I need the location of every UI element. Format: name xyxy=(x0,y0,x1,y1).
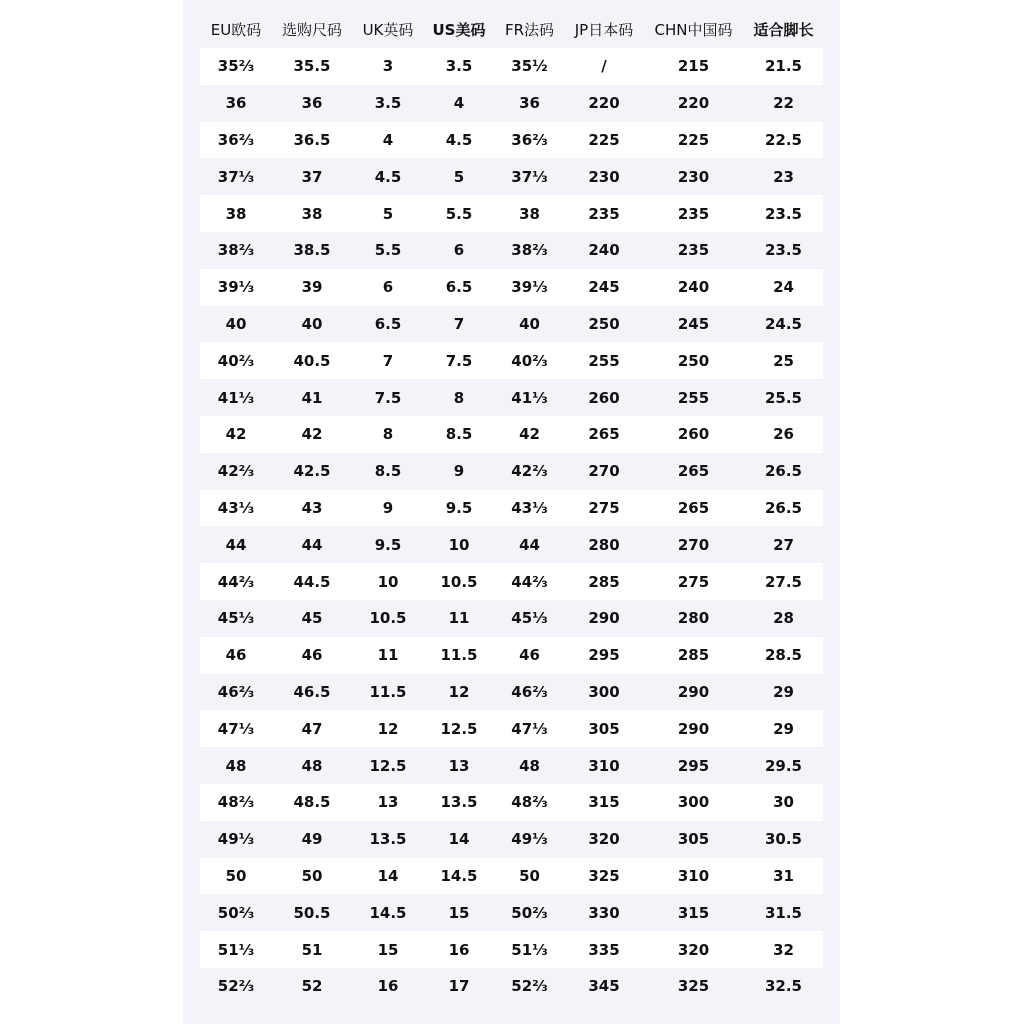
table-cell: 24 xyxy=(744,269,823,306)
table-row xyxy=(200,85,823,122)
table-cell: 275 xyxy=(565,490,643,527)
table-cell: 15 xyxy=(424,894,494,931)
table-cell: 225 xyxy=(565,122,643,159)
table-cell: 24.5 xyxy=(744,306,823,343)
table-cell: 13.5 xyxy=(352,821,424,858)
column-header: 选购尺码 xyxy=(281,20,342,39)
table-cell: 220 xyxy=(565,85,643,122)
column-header: 适合脚长 xyxy=(753,20,814,39)
table-cell: 23.5 xyxy=(744,195,823,232)
table-cell: 46⅔ xyxy=(200,674,272,711)
table-row xyxy=(200,269,823,306)
table-cell: 14.5 xyxy=(352,894,424,931)
table-cell: 305 xyxy=(643,821,744,858)
table-cell: 11.5 xyxy=(424,637,494,674)
column-header: EU欧码 xyxy=(210,20,262,39)
table-cell: 245 xyxy=(565,269,643,306)
table-cell: 12.5 xyxy=(424,710,494,747)
table-cell: 30 xyxy=(744,784,823,821)
table-cell: 325 xyxy=(565,858,643,895)
column-header: US美码 xyxy=(432,20,486,39)
table-cell: 40 xyxy=(272,306,352,343)
table-cell: 29.5 xyxy=(744,747,823,784)
table-cell: 245 xyxy=(643,306,744,343)
table-row xyxy=(200,637,823,674)
table-cell: 6.5 xyxy=(352,306,424,343)
table-row xyxy=(200,821,823,858)
table-cell: 28 xyxy=(744,600,823,637)
table-cell: 44 xyxy=(272,526,352,563)
table-cell: 35⅔ xyxy=(200,48,272,85)
table-cell: 25.5 xyxy=(744,379,823,416)
table-cell: 6 xyxy=(424,232,494,269)
table-cell: 10.5 xyxy=(424,563,494,600)
table-cell: 6.5 xyxy=(424,269,494,306)
table-cell: 305 xyxy=(565,710,643,747)
table-cell: 31 xyxy=(744,858,823,895)
table-cell: 46.5 xyxy=(272,674,352,711)
table-cell: 325 xyxy=(643,968,744,1005)
table-cell: 39 xyxy=(272,269,352,306)
table-cell: 27.5 xyxy=(744,563,823,600)
table-cell: 7 xyxy=(352,342,424,379)
table-row xyxy=(200,600,823,637)
table-cell: 14 xyxy=(352,858,424,895)
table-cell: 43⅓ xyxy=(494,490,565,527)
table-cell: 265 xyxy=(565,416,643,453)
table-cell: 250 xyxy=(565,306,643,343)
table-cell: 27 xyxy=(744,526,823,563)
table-cell: 295 xyxy=(643,747,744,784)
table-cell: 240 xyxy=(643,269,744,306)
table-cell: 50⅔ xyxy=(494,894,565,931)
table-cell: 330 xyxy=(565,894,643,931)
table-cell: 46⅔ xyxy=(494,674,565,711)
table-cell: 51⅓ xyxy=(494,931,565,968)
table-cell: 9.5 xyxy=(424,490,494,527)
table-cell: 31.5 xyxy=(744,894,823,931)
table-cell: 43 xyxy=(272,490,352,527)
table-cell: 37 xyxy=(272,158,352,195)
table-cell: 13 xyxy=(352,784,424,821)
table-cell: 5.5 xyxy=(424,195,494,232)
table-cell: 44.5 xyxy=(272,563,352,600)
table-cell: 4 xyxy=(352,122,424,159)
table-cell: 4.5 xyxy=(424,122,494,159)
table-row xyxy=(200,158,823,195)
table-row xyxy=(200,306,823,343)
table-cell: 49⅓ xyxy=(200,821,272,858)
table-cell: 5.5 xyxy=(352,232,424,269)
table-cell: 36⅔ xyxy=(494,122,565,159)
table-cell: 45 xyxy=(272,600,352,637)
table-cell: 260 xyxy=(643,416,744,453)
table-cell: 48⅔ xyxy=(494,784,565,821)
table-cell: 52⅔ xyxy=(200,968,272,1005)
table-cell: 9 xyxy=(352,490,424,527)
table-cell: 22.5 xyxy=(744,122,823,159)
table-cell: 5 xyxy=(424,158,494,195)
table-cell: 44⅔ xyxy=(494,563,565,600)
table-row xyxy=(200,931,823,968)
table-cell: 48 xyxy=(494,747,565,784)
table-cell: 51⅓ xyxy=(200,931,272,968)
table-row xyxy=(200,710,823,747)
table-cell: 47 xyxy=(272,710,352,747)
table-cell: 265 xyxy=(643,453,744,490)
table-cell: 12 xyxy=(352,710,424,747)
table-cell: 13 xyxy=(424,747,494,784)
table-cell: 3.5 xyxy=(352,85,424,122)
table-cell: 51 xyxy=(272,931,352,968)
table-cell: 32 xyxy=(744,931,823,968)
table-cell: 8.5 xyxy=(352,453,424,490)
table-row xyxy=(200,453,823,490)
table-cell: 310 xyxy=(565,747,643,784)
table-cell: 9.5 xyxy=(352,526,424,563)
table-cell: 335 xyxy=(565,931,643,968)
table-cell: 42⅔ xyxy=(494,453,565,490)
table-cell: 42.5 xyxy=(272,453,352,490)
table-cell: 39⅓ xyxy=(494,269,565,306)
table-cell: 23 xyxy=(744,158,823,195)
table-cell: 43⅓ xyxy=(200,490,272,527)
table-row xyxy=(200,674,823,711)
table-row xyxy=(200,48,823,85)
table-cell: 48 xyxy=(272,747,352,784)
table-cell: 290 xyxy=(643,710,744,747)
table-row xyxy=(200,563,823,600)
table-cell: 47⅓ xyxy=(200,710,272,747)
table-cell: 44 xyxy=(494,526,565,563)
table-cell: 36 xyxy=(494,85,565,122)
table-cell: 225 xyxy=(643,122,744,159)
table-cell: 47⅓ xyxy=(494,710,565,747)
table-cell: 42 xyxy=(494,416,565,453)
table-cell: 41⅓ xyxy=(200,379,272,416)
table-cell: 7.5 xyxy=(424,342,494,379)
table-row xyxy=(200,232,823,269)
table-row xyxy=(200,490,823,527)
table-cell: 320 xyxy=(565,821,643,858)
table-cell: 290 xyxy=(643,674,744,711)
table-row xyxy=(200,784,823,821)
table-cell: 41⅓ xyxy=(494,379,565,416)
table-cell: 36.5 xyxy=(272,122,352,159)
table-cell: 255 xyxy=(643,379,744,416)
table-cell: 4.5 xyxy=(352,158,424,195)
table-cell: 45⅓ xyxy=(494,600,565,637)
table-cell: 250 xyxy=(643,342,744,379)
header-row xyxy=(200,10,823,48)
table-cell: 320 xyxy=(643,931,744,968)
table-cell: 46 xyxy=(272,637,352,674)
table-cell: 42 xyxy=(272,416,352,453)
table-cell: 8 xyxy=(352,416,424,453)
table-cell: 14 xyxy=(424,821,494,858)
table-cell: 8.5 xyxy=(424,416,494,453)
table-cell: 255 xyxy=(565,342,643,379)
table-cell: 270 xyxy=(565,453,643,490)
table-cell: 235 xyxy=(643,195,744,232)
table-cell: 48⅔ xyxy=(200,784,272,821)
table-header xyxy=(200,10,823,48)
table-cell: 45⅓ xyxy=(200,600,272,637)
table-cell: 235 xyxy=(565,195,643,232)
table-cell: 220 xyxy=(643,85,744,122)
table-cell: 48 xyxy=(200,747,272,784)
table-cell: 230 xyxy=(565,158,643,195)
table-cell: 32.5 xyxy=(744,968,823,1005)
table-cell: 37⅓ xyxy=(200,158,272,195)
table-cell: 22 xyxy=(744,85,823,122)
table-cell: 11 xyxy=(352,637,424,674)
table-cell: 44⅔ xyxy=(200,563,272,600)
table-cell: 6 xyxy=(352,269,424,306)
table-cell: 280 xyxy=(565,526,643,563)
table-cell: 12.5 xyxy=(352,747,424,784)
table-cell: 11 xyxy=(424,600,494,637)
table-cell: 315 xyxy=(643,894,744,931)
table-cell: 3.5 xyxy=(424,48,494,85)
table-cell: 40 xyxy=(494,306,565,343)
table-cell: 38 xyxy=(494,195,565,232)
table-cell: 15 xyxy=(352,931,424,968)
table-cell: 26.5 xyxy=(744,490,823,527)
table-cell: 13.5 xyxy=(424,784,494,821)
table-cell: 52 xyxy=(272,968,352,1005)
table-cell: 38⅔ xyxy=(200,232,272,269)
table-cell: 46 xyxy=(494,637,565,674)
table-row xyxy=(200,195,823,232)
table-cell: 21.5 xyxy=(744,48,823,85)
table-cell: 29 xyxy=(744,674,823,711)
table-cell: 50 xyxy=(494,858,565,895)
table-cell: 285 xyxy=(565,563,643,600)
table-row xyxy=(200,416,823,453)
column-header: CHN中国码 xyxy=(654,20,733,39)
table-cell: 12 xyxy=(424,674,494,711)
table-cell: 36 xyxy=(272,85,352,122)
table-cell: 215 xyxy=(643,48,744,85)
table-cell: 48.5 xyxy=(272,784,352,821)
table-cell: 50.5 xyxy=(272,894,352,931)
table-cell: 30.5 xyxy=(744,821,823,858)
table-cell: 39⅓ xyxy=(200,269,272,306)
table-cell: 7 xyxy=(424,306,494,343)
table-cell: 345 xyxy=(565,968,643,1005)
table-cell: 270 xyxy=(643,526,744,563)
table-cell: 10 xyxy=(424,526,494,563)
column-header: FR法码 xyxy=(504,20,555,39)
table-cell: 42 xyxy=(200,416,272,453)
table-cell: 17 xyxy=(424,968,494,1005)
table-cell: 46 xyxy=(200,637,272,674)
table-cell: 265 xyxy=(643,490,744,527)
table-cell: 4 xyxy=(424,85,494,122)
table-cell: 3 xyxy=(352,48,424,85)
table-cell: 35.5 xyxy=(272,48,352,85)
table-cell: 49⅓ xyxy=(494,821,565,858)
table-cell: 10.5 xyxy=(352,600,424,637)
table-row xyxy=(200,122,823,159)
table-cell: 300 xyxy=(565,674,643,711)
table-row xyxy=(200,968,823,1005)
table-cell: 9 xyxy=(424,453,494,490)
table-cell: 280 xyxy=(643,600,744,637)
table-cell: 38⅔ xyxy=(494,232,565,269)
column-header: UK英码 xyxy=(362,20,414,39)
table-body xyxy=(200,48,823,1005)
table-cell: 290 xyxy=(565,600,643,637)
table-cell: 49 xyxy=(272,821,352,858)
table-cell: 35½ xyxy=(494,48,565,85)
table-cell: 14.5 xyxy=(424,858,494,895)
table-row xyxy=(200,342,823,379)
table-cell: 23.5 xyxy=(744,232,823,269)
table-cell: 40.5 xyxy=(272,342,352,379)
table-cell: 5 xyxy=(352,195,424,232)
table-cell: 38 xyxy=(272,195,352,232)
table-row xyxy=(200,747,823,784)
table-cell: 50⅔ xyxy=(200,894,272,931)
table-cell: 310 xyxy=(643,858,744,895)
table-cell: 41 xyxy=(272,379,352,416)
table-cell: 285 xyxy=(643,637,744,674)
table-cell: 10 xyxy=(352,563,424,600)
table-cell: 275 xyxy=(643,563,744,600)
table-cell: 295 xyxy=(565,637,643,674)
table-cell: 37⅓ xyxy=(494,158,565,195)
table-cell: 40⅔ xyxy=(200,342,272,379)
table-cell: 29 xyxy=(744,710,823,747)
table-cell: 8 xyxy=(424,379,494,416)
table-row xyxy=(200,379,823,416)
table-cell: 260 xyxy=(565,379,643,416)
table-cell: 16 xyxy=(352,968,424,1005)
table-cell: 38.5 xyxy=(272,232,352,269)
table-cell: 50 xyxy=(272,858,352,895)
shoe-size-table xyxy=(200,10,823,1005)
table-cell: 16 xyxy=(424,931,494,968)
table-cell: 40⅔ xyxy=(494,342,565,379)
table-cell: 235 xyxy=(643,232,744,269)
table-cell: 230 xyxy=(643,158,744,195)
table-cell: 42⅔ xyxy=(200,453,272,490)
column-header: JP日本码 xyxy=(574,20,634,39)
table-cell: 26.5 xyxy=(744,453,823,490)
table-cell: 28.5 xyxy=(744,637,823,674)
table-cell: 25 xyxy=(744,342,823,379)
table-cell: 40 xyxy=(200,306,272,343)
table-cell: 11.5 xyxy=(352,674,424,711)
table-cell: 26 xyxy=(744,416,823,453)
table-row xyxy=(200,858,823,895)
table-row xyxy=(200,894,823,931)
table-cell: 50 xyxy=(200,858,272,895)
table-cell: 44 xyxy=(200,526,272,563)
table-cell: 36 xyxy=(200,85,272,122)
table-row xyxy=(200,526,823,563)
table-cell: 300 xyxy=(643,784,744,821)
table-cell: / xyxy=(565,48,643,85)
table-cell: 36⅔ xyxy=(200,122,272,159)
table-cell: 52⅔ xyxy=(494,968,565,1005)
table-cell: 38 xyxy=(200,195,272,232)
table-cell: 315 xyxy=(565,784,643,821)
table-cell: 240 xyxy=(565,232,643,269)
table-cell: 7.5 xyxy=(352,379,424,416)
